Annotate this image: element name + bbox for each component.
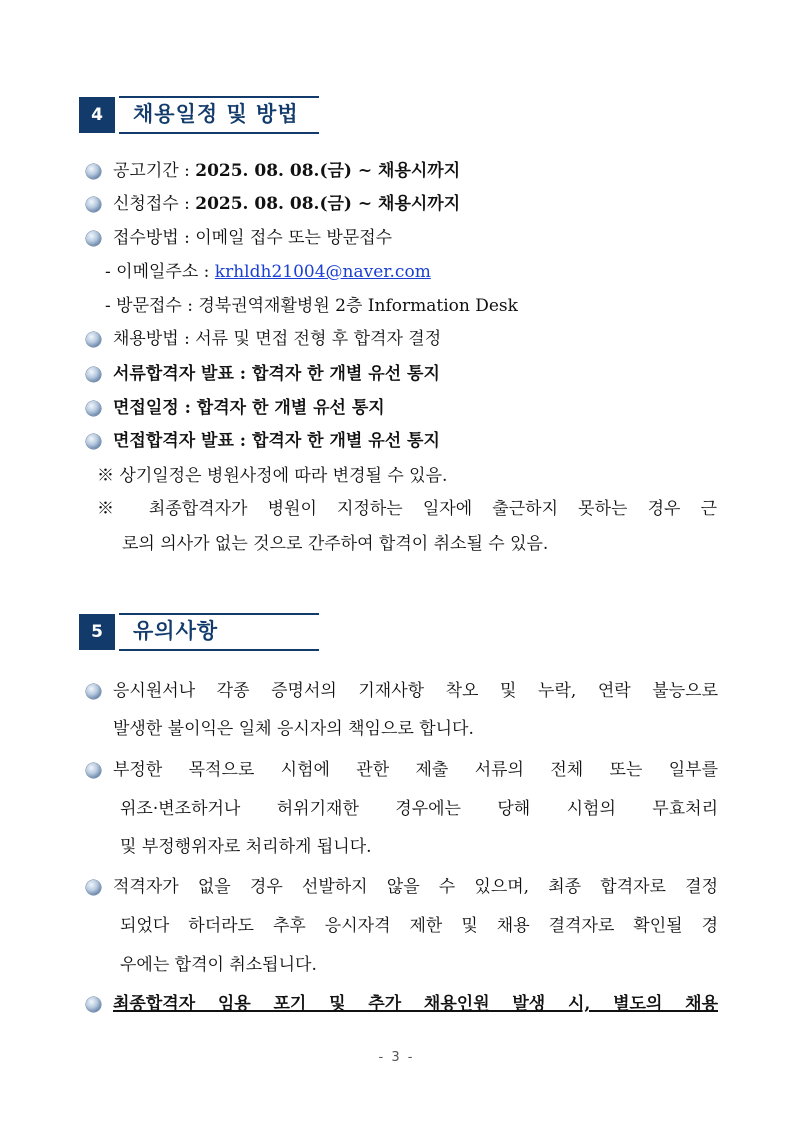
- notice-item-line: 위조·변조하거나 허위기재한 경우에는 당해 시험의 무효처리: [120, 799, 718, 819]
- note-final-cancel-cont: 로의 의사가 없는 것으로 간주하여 합격이 취소될 수 있음.: [122, 534, 549, 554]
- notice-item-line: 발생한 불이익은 일체 응시자의 책임으로 합니다.: [113, 719, 474, 739]
- bullet-icon: [86, 401, 101, 416]
- list-subitem-visit: - 방문접수 : 경북권역재활병원 2층 Information Desk: [105, 296, 518, 316]
- notice-item-line: 및 부정행위자로 처리하게 됩니다.: [120, 837, 372, 857]
- notice-item-line: 우에는 합격이 취소됩니다.: [120, 955, 317, 975]
- section-rule-bottom: [119, 132, 319, 134]
- page-number: - 3 -: [378, 1050, 415, 1065]
- section-number: 5: [79, 614, 115, 650]
- bullet-icon: [86, 434, 101, 449]
- list-subitem-email: - 이메일주소 : krhldh21004@naver.com: [105, 262, 431, 282]
- bullet-icon: [86, 231, 101, 246]
- notice-item-line: 되었다 하더라도 추후 응시자격 제한 및 채용 결격자로 확인될 경: [120, 916, 718, 936]
- bullet-icon: [86, 332, 101, 347]
- list-item-application-method: 접수방법 : 이메일 접수 또는 방문접수: [113, 228, 393, 248]
- bullet-icon: [86, 684, 101, 699]
- list-item-interview-result: 면접합격자 발표 : 합격자 한 개별 유선 통지: [113, 431, 440, 451]
- notice-item-line: 응시원서나 각종 증명서의 기재사항 착오 및 누락, 연락 불능으로: [113, 681, 718, 701]
- section-title: 채용일정 및 방법: [133, 102, 299, 126]
- bullet-icon: [86, 880, 101, 895]
- bullet-icon: [86, 367, 101, 382]
- section-number: 4: [79, 97, 115, 133]
- notice-item-line: 부정한 목적으로 시험에 관한 제출 서류의 전체 또는 일부를: [113, 760, 718, 780]
- notice-item-line: 최종합격자 임용 포기 및 추가 채용인원 발생 시, 별도의 채용: [113, 994, 718, 1014]
- list-item-posting-period: 공고기간 : 2025. 08. 08.(금) ~ 채용시까지: [113, 161, 461, 181]
- note-final-cancel: ※ 최종합격자가 병원이 지정하는 일자에 출근하지 못하는 경우 근: [97, 499, 717, 519]
- notice-item-line: 적격자가 없을 경우 선발하지 않을 수 있으며, 최종 합격자로 결정: [113, 877, 718, 897]
- bullet-icon: [86, 197, 101, 212]
- bullet-icon: [86, 164, 101, 179]
- list-item-interview-schedule: 면접일정 : 합격자 한 개별 유선 통지: [113, 398, 385, 418]
- email-link[interactable]: krhldh21004@naver.com: [214, 262, 431, 282]
- list-item-selection-method: 채용방법 : 서류 및 면접 전형 후 합격자 결정: [113, 329, 442, 349]
- list-item-application-period: 신청접수 : 2025. 08. 08.(금) ~ 채용시까지: [113, 194, 461, 214]
- bullet-icon: [86, 997, 101, 1012]
- bullet-icon: [86, 763, 101, 778]
- section-title: 유의사항: [133, 619, 219, 643]
- note-schedule-change: ※ 상기일정은 병원사정에 따라 변경될 수 있음.: [97, 466, 448, 486]
- list-item-document-result: 서류합격자 발표 : 합격자 한 개별 유선 통지: [113, 364, 440, 384]
- section-rule-bottom: [119, 649, 319, 651]
